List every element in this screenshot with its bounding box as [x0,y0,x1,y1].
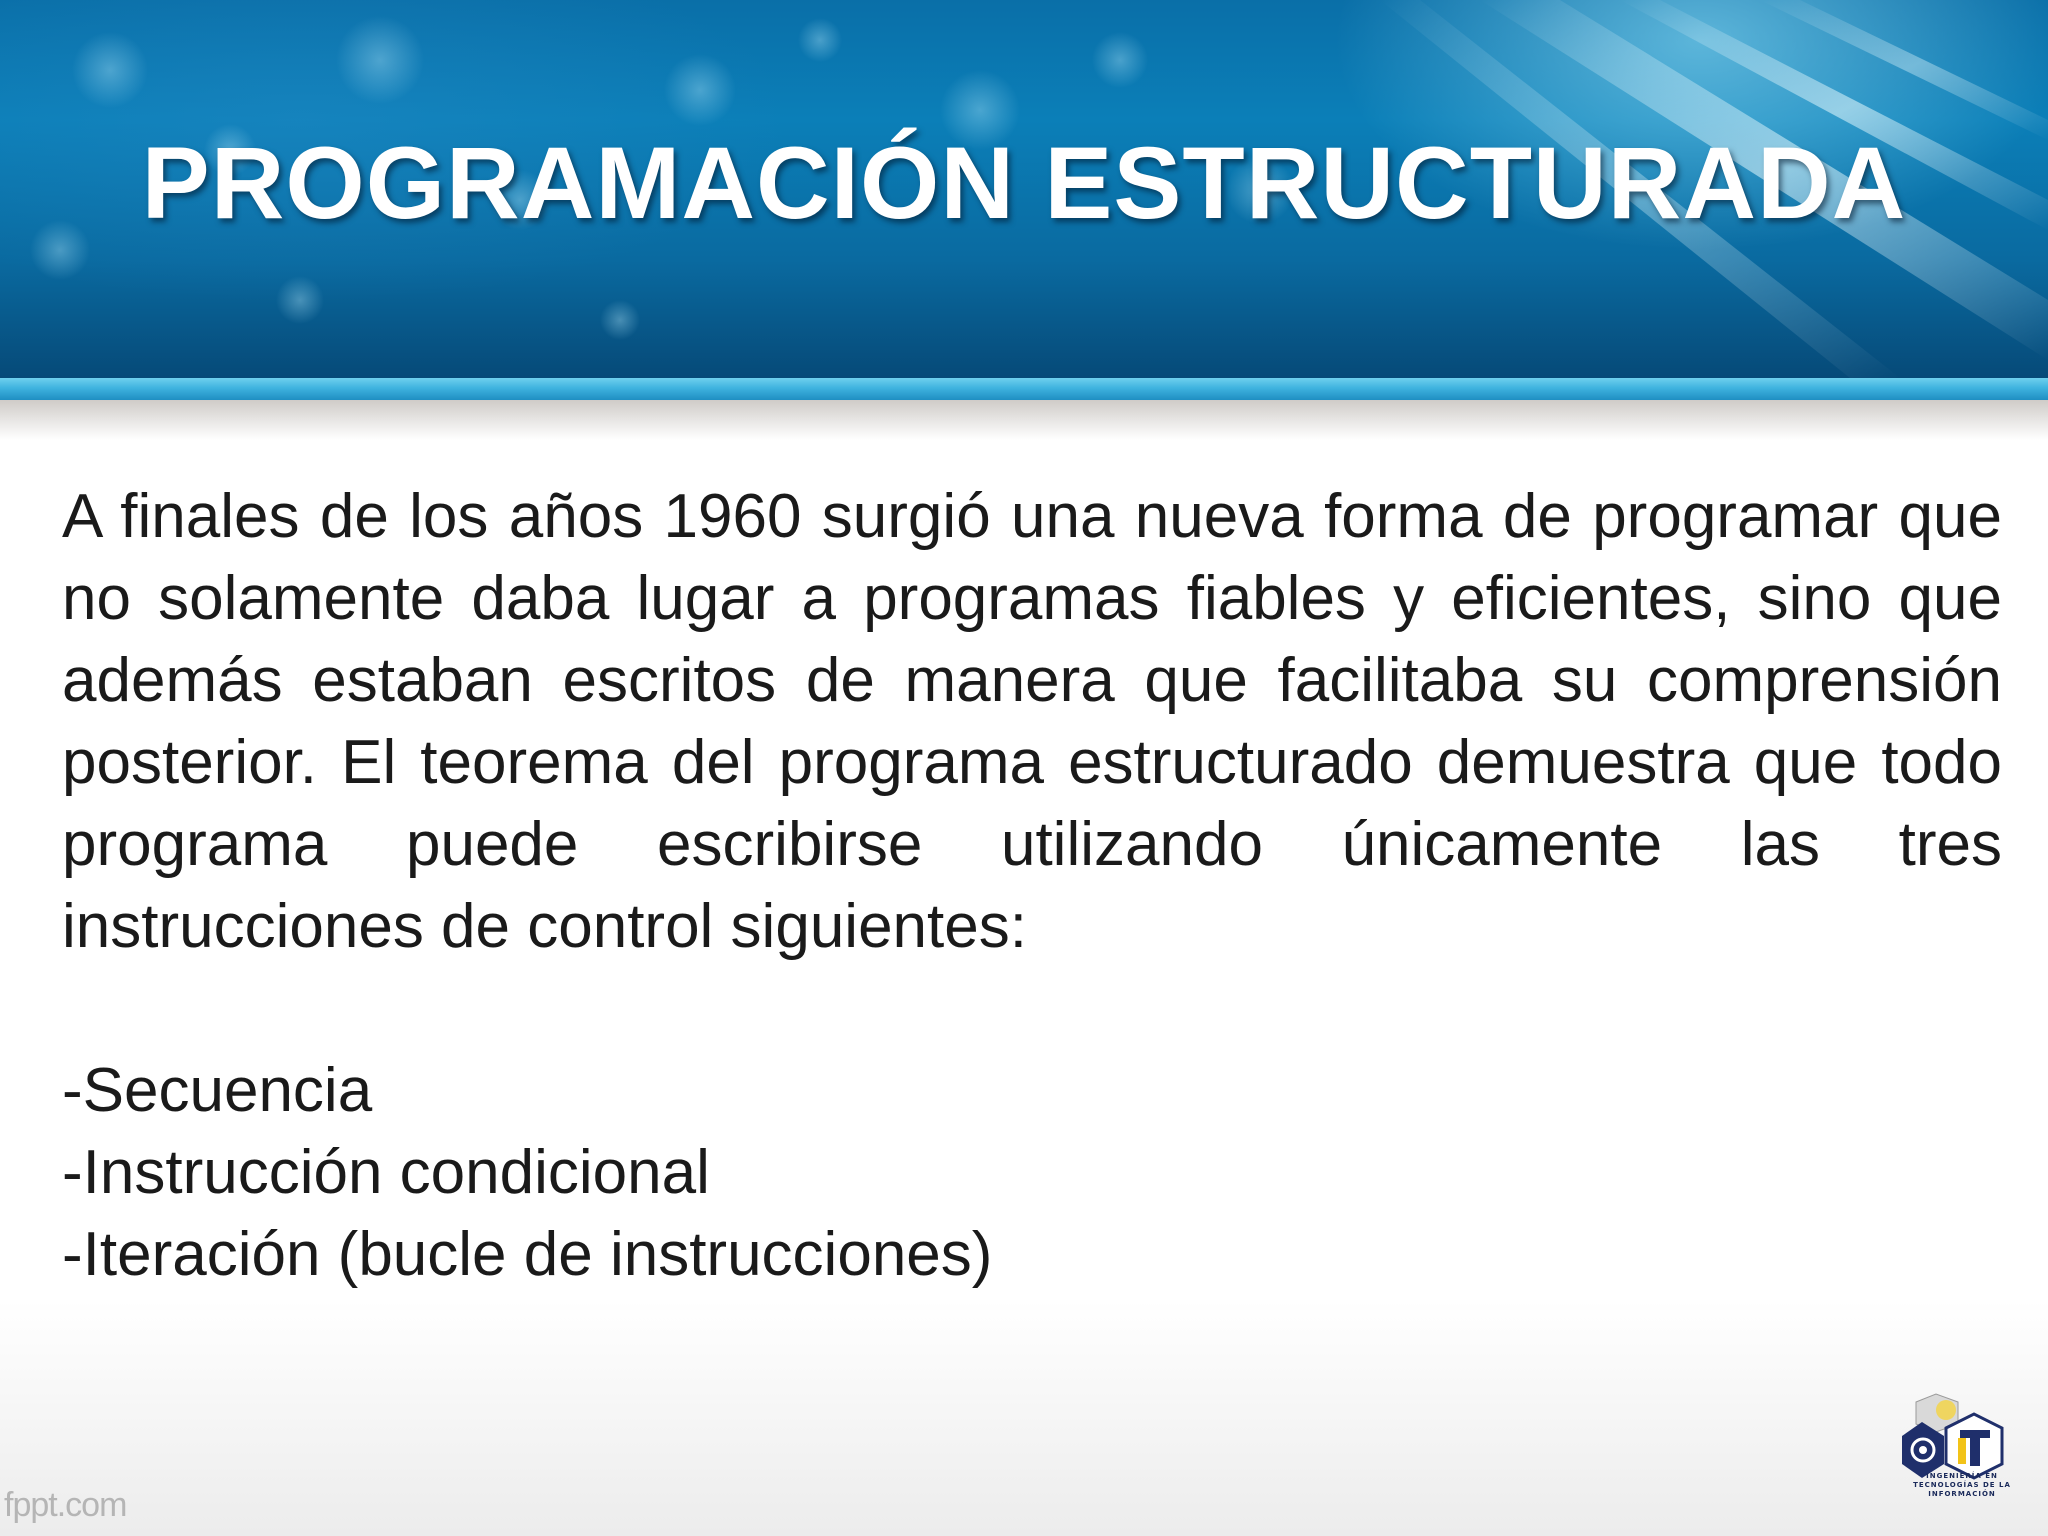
header-accent-band [0,378,2048,400]
slide-header [0,0,2048,378]
body-paragraph: A finales de los años 1960 surgió una nueva forma de programar que no solamente daba lugar a programas fiables y eficientes, sino que además estaban escritos de manera que facilitaba su comprensión posterior. El teorema del programa estructurado demuestra que todo programa puede escribirse utilizando únicamente las tres instrucciones de control siguientes: [62,482,2002,961]
logo-caption-line-1: INGENIERÍA EN [1926,1472,1998,1480]
institution-logo [1900,1392,2024,1528]
control-structures-list [62,1050,2002,1296]
list-item-secuencia: -Secuencia [62,1056,373,1125]
list-item-iteracion: -Iteración (bucle de instrucciones) [62,1220,993,1289]
list-item-condicional: -Instrucción condicional [62,1138,710,1207]
slide-body [62,476,2002,1296]
slide-title: PROGRAMACIÓN ESTRUCTURADA [141,126,1907,240]
header-shadow [0,400,2048,440]
logo-caption-line-3: INFORMACIÓN [1928,1490,1996,1498]
logo-caption [1900,1472,2024,1499]
logo-caption-line-2: TECNOLOGÍAS DE LA [1913,1481,2011,1489]
footer-brand: fppt.com [4,1486,127,1524]
